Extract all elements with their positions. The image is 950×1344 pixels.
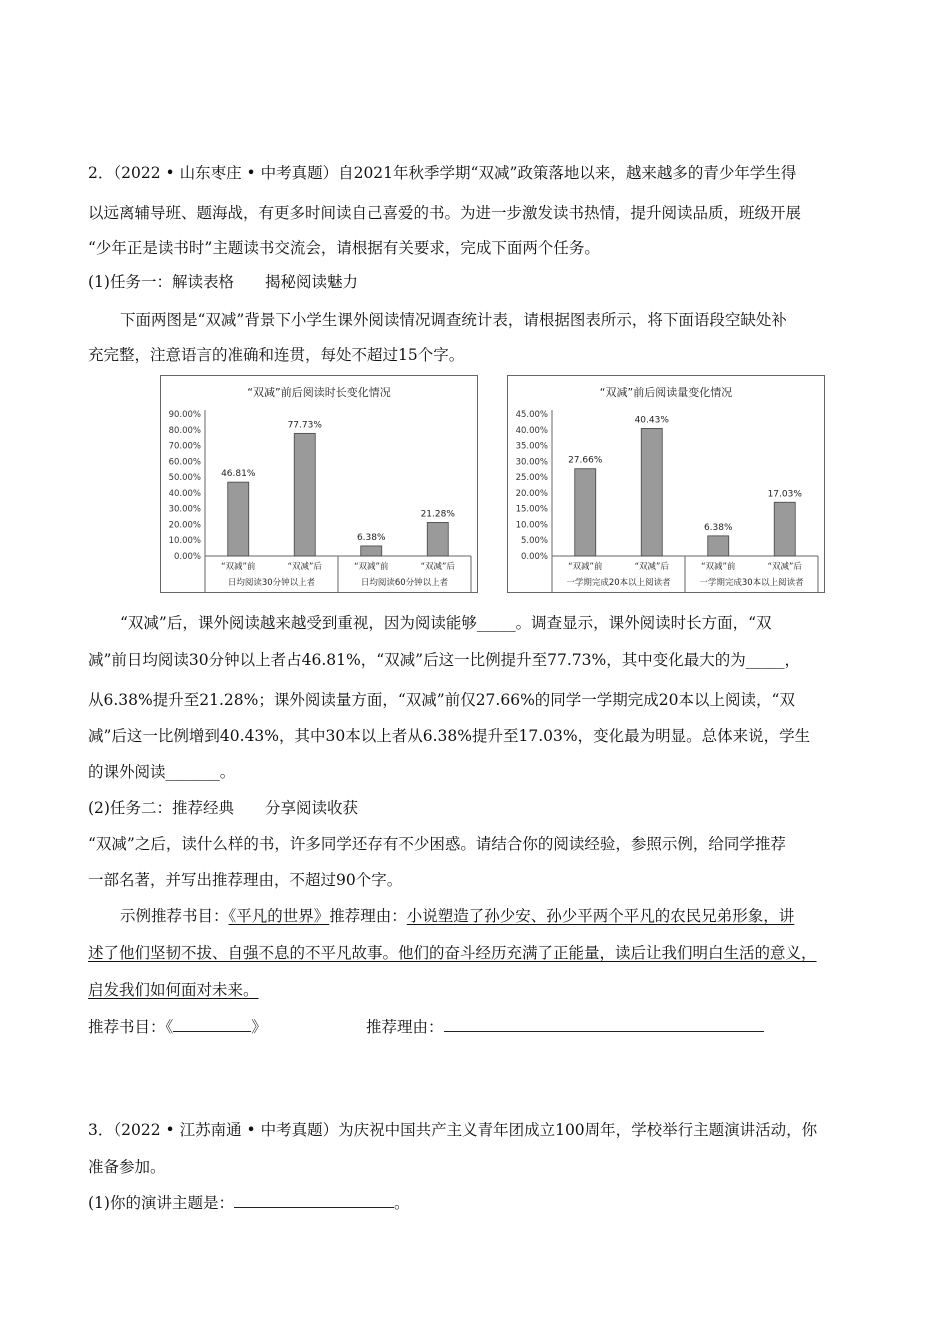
x-category-label: “双减”后 bbox=[287, 562, 322, 572]
y-tick-label: 40.00% bbox=[515, 425, 548, 436]
y-tick-label: 0.00% bbox=[173, 552, 201, 562]
bar-value-label: 17.03% bbox=[767, 489, 802, 500]
q2-intro-line-2: 以远离辅导班、题海战，有更多时间读自己喜爱的书。为进一步激发读书热情，提升阅读品质，班级开展 bbox=[88, 204, 802, 222]
chart-reading-volume-svg bbox=[508, 376, 824, 592]
x-category-label: “双减”前 bbox=[354, 562, 389, 572]
bar bbox=[228, 482, 249, 556]
x-category-label: “双减”后 bbox=[634, 562, 669, 572]
task2-instruction-2: 一部名著，并写出推荐理由，不超过90个字。 bbox=[88, 871, 403, 889]
answer-book-line: 推荐书目：《 》 bbox=[88, 1018, 267, 1036]
y-tick-label: 30.00% bbox=[168, 504, 201, 515]
y-tick-label: 60.00% bbox=[168, 457, 201, 468]
y-tick-label: 30.00% bbox=[515, 457, 548, 468]
q3-intro-line-2: 准备参加。 bbox=[88, 1158, 166, 1176]
x-category-label: “双减”前 bbox=[221, 562, 256, 572]
bar-value-label: 27.66% bbox=[568, 455, 603, 466]
para-line-5: 的课外阅读_______。 bbox=[88, 763, 236, 781]
example-reason-3: 启发我们如何面对未来。 bbox=[88, 981, 259, 999]
task1-instruction-1: 下面两图是“双减”背景下小学生课外阅读情况调查统计表，请根据图表所示，将下面语段空缺处补 bbox=[120, 311, 787, 329]
answer-reason-blank[interactable] bbox=[444, 1017, 764, 1032]
y-tick-label: 45.00% bbox=[515, 410, 548, 420]
y-tick-label: 80.00% bbox=[168, 425, 201, 436]
chart-reading-volume bbox=[507, 375, 825, 593]
bar bbox=[294, 433, 315, 556]
x-category-label: “双减”后 bbox=[420, 562, 455, 572]
q2-number: 2． bbox=[88, 164, 114, 182]
example-reason-2: 述了他们坚韧不拔、自强不息的不平凡故事。他们的奋斗经历充满了正能量，读后让我们明白生活的意义， bbox=[88, 944, 817, 962]
y-tick-label: 35.00% bbox=[515, 441, 548, 452]
y-tick-label: 10.00% bbox=[515, 520, 548, 531]
y-tick-label: 20.00% bbox=[168, 520, 201, 531]
q3-source: （2022 • 江苏南通 • 中考真题） bbox=[113, 1121, 339, 1139]
group-label: 日均阅读30分钟以上者 bbox=[227, 578, 316, 588]
x-category-label: “双减”后 bbox=[767, 562, 802, 572]
task1-title: (1)任务一：解读表格 揭秘阅读魅力 bbox=[88, 273, 358, 291]
y-tick-label: 15.00% bbox=[515, 504, 548, 515]
q3-theme-blank[interactable] bbox=[234, 1193, 394, 1208]
x-category-label: “双减”前 bbox=[701, 562, 736, 572]
y-tick-label: 25.00% bbox=[515, 473, 548, 484]
task2-title: (2)任务二：推荐经典 分享阅读收获 bbox=[88, 799, 358, 817]
task2-instruction-1: “双减”之后，读什么样的书，许多同学还存有不少困惑。请结合你的阅读经验，参照示例，给同学推荐 bbox=[88, 835, 786, 853]
y-tick-label: 0.00% bbox=[520, 552, 548, 562]
example-reason-1: 小说塑造了孙少安、孙少平两个平凡的农民兄弟形象，讲 bbox=[406, 907, 795, 925]
y-tick-label: 70.00% bbox=[168, 441, 201, 452]
q2-intro-line-3: “少年正是读书时”主题读书交流会，请根据有关要求，完成下面两个任务。 bbox=[88, 239, 600, 257]
bar-value-label: 6.38% bbox=[703, 522, 733, 533]
group-label: 一学期完成20本以上阅读者 bbox=[566, 578, 671, 588]
q2-source: （2022 • 山东枣庄 • 中考真题） bbox=[113, 164, 339, 182]
group-label: 日均阅读60分钟以上者 bbox=[360, 578, 449, 588]
y-tick-label: 20.00% bbox=[515, 488, 548, 499]
y-tick-label: 90.00% bbox=[168, 410, 201, 420]
y-tick-label: 5.00% bbox=[520, 536, 548, 547]
example-line-1: 示例推荐书目：《平凡的世界》推荐理由：小说塑造了孙少安、孙少平两个平凡的农民兄弟形象，讲 bbox=[120, 907, 795, 925]
example-book-title: 《平凡的世界》 bbox=[228, 907, 330, 925]
para-line-2: 减”前日均阅读30分钟以上者占46.81%，“双减”后这一比例提升至77.73%，其中变化最大的为_____， bbox=[88, 651, 800, 669]
chart-reading-time-svg bbox=[161, 376, 477, 592]
chart-title: “双减”前后阅读量变化情况 bbox=[599, 386, 733, 399]
para-line-3: 从6.38%提升至21.28%；课外阅读量方面，“双减”前仅27.66%的同学一学期完成20本以上阅读，“双 bbox=[88, 691, 795, 709]
bar-value-label: 6.38% bbox=[356, 532, 386, 543]
x-category-label: “双减”前 bbox=[568, 562, 603, 572]
bar-value-label: 40.43% bbox=[634, 415, 669, 426]
y-tick-label: 10.00% bbox=[168, 536, 201, 547]
bar bbox=[708, 536, 729, 556]
answer-book-blank[interactable] bbox=[173, 1017, 251, 1032]
chart-reading-time bbox=[160, 375, 478, 593]
bar bbox=[361, 546, 382, 556]
y-tick-label: 40.00% bbox=[168, 488, 201, 499]
chart-title: “双减”前后阅读时长变化情况 bbox=[247, 386, 391, 399]
bar bbox=[641, 428, 662, 556]
bar-value-label: 21.28% bbox=[420, 509, 455, 520]
bar-value-label: 77.73% bbox=[287, 420, 322, 431]
para-line-4: 减”后这一比例增到40.43%，其中30本以上者从6.38%提升至17.03%，变化最为明显。总体来说，学生 bbox=[88, 727, 811, 745]
bar bbox=[774, 502, 795, 556]
bar bbox=[427, 522, 448, 556]
bar-value-label: 46.81% bbox=[221, 469, 256, 480]
task1-instruction-2: 充完整，注意语言的准确和连贯，每处不超过15个字。 bbox=[88, 346, 465, 364]
q3-number: 3． bbox=[88, 1121, 114, 1139]
q3-intro-line-1: 3．（2022 • 江苏南通 • 中考真题）为庆祝中国共产主义青年团成立100周年，学校举行主题演讲活动，你 bbox=[88, 1121, 818, 1139]
bar bbox=[575, 469, 596, 556]
para-line-1: “双减”后，课外阅读越来越受到重视，因为阅读能够_____。调查显示，课外阅读时长方面，“双 bbox=[120, 614, 772, 632]
q3-sub1: (1)你的演讲主题是： 。 bbox=[88, 1194, 410, 1212]
q2-intro-line-1: 2．（2022 • 山东枣庄 • 中考真题）自2021年秋季学期“双减”政策落地以来，越来越多的青少年学生得 bbox=[88, 164, 797, 182]
group-label: 一学期完成30本以上阅读者 bbox=[699, 578, 804, 588]
answer-reason-line: 推荐理由： bbox=[366, 1017, 764, 1037]
y-tick-label: 50.00% bbox=[168, 473, 201, 484]
